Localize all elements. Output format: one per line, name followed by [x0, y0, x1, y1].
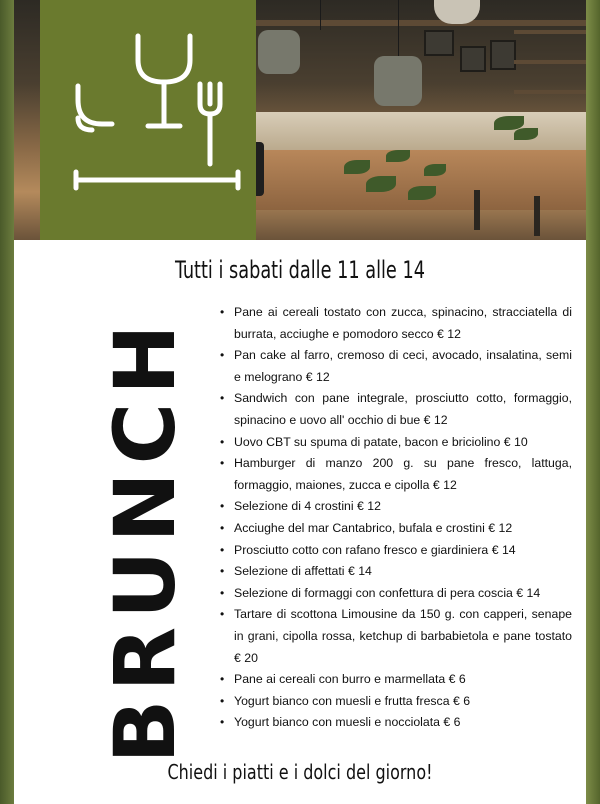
- footer-note: Chiedi i piatti e i dolci del giorno!: [167, 760, 433, 784]
- menu-item: • Sandwich con pane integrale, prosciutto cotto, formaggio, spinacino e uovo all' occhio di bue € 12: [216, 388, 572, 431]
- menu-item: • Prosciutto cotto con rafano fresco e giardiniera € 14: [216, 540, 572, 562]
- glasses-and-fork-logo: [40, 0, 256, 240]
- menu-item: • Hamburger di manzo 200 g. su pane fresco, lattuga, formaggio, maiones, zucca e cipolla € 12: [216, 453, 572, 496]
- brunch-title: BRUNCH: [96, 316, 194, 764]
- menu-item: • Yogurt bianco con muesli e nocciolata € 6: [216, 712, 572, 734]
- menu-poster: [14, 0, 586, 804]
- menu-item: • Tartare di scottona Limousine da 150 g. con capperi, senape in grani, cipolla rossa, ketchup di barbabietola e pane tostato € 20: [216, 604, 572, 669]
- menu-list: [216, 302, 572, 734]
- menu-item: • Pane ai cereali tostato con zucca, spinacino, stracciatella di burrata, acciughe e pomodoro secco € 12: [216, 302, 572, 345]
- menu-item: • Pan cake al farro, cremoso di ceci, avocado, insalatina, semi e melograno € 12: [216, 345, 572, 388]
- menu-item: • Uovo CBT su spuma di patate, bacon e briciolino € 10: [216, 432, 572, 454]
- headline-schedule: Tutti i sabati dalle 11 alle 14: [175, 256, 425, 284]
- menu-item: • Acciughe del mar Cantabrico, bufala e crostini € 12: [216, 518, 572, 540]
- menu-item: • Yogurt bianco con muesli e frutta fresca € 6: [216, 691, 572, 713]
- menu-item: • Selezione di affettati € 14: [216, 561, 572, 583]
- menu-item: • Selezione di 4 crostini € 12: [216, 496, 572, 518]
- menu-item: • Selezione di formaggi con confettura di pera coscia € 14: [216, 583, 572, 605]
- logo-panel: [40, 0, 256, 240]
- menu-item: • Pane ai cereali con burro e marmellata € 6: [216, 669, 572, 691]
